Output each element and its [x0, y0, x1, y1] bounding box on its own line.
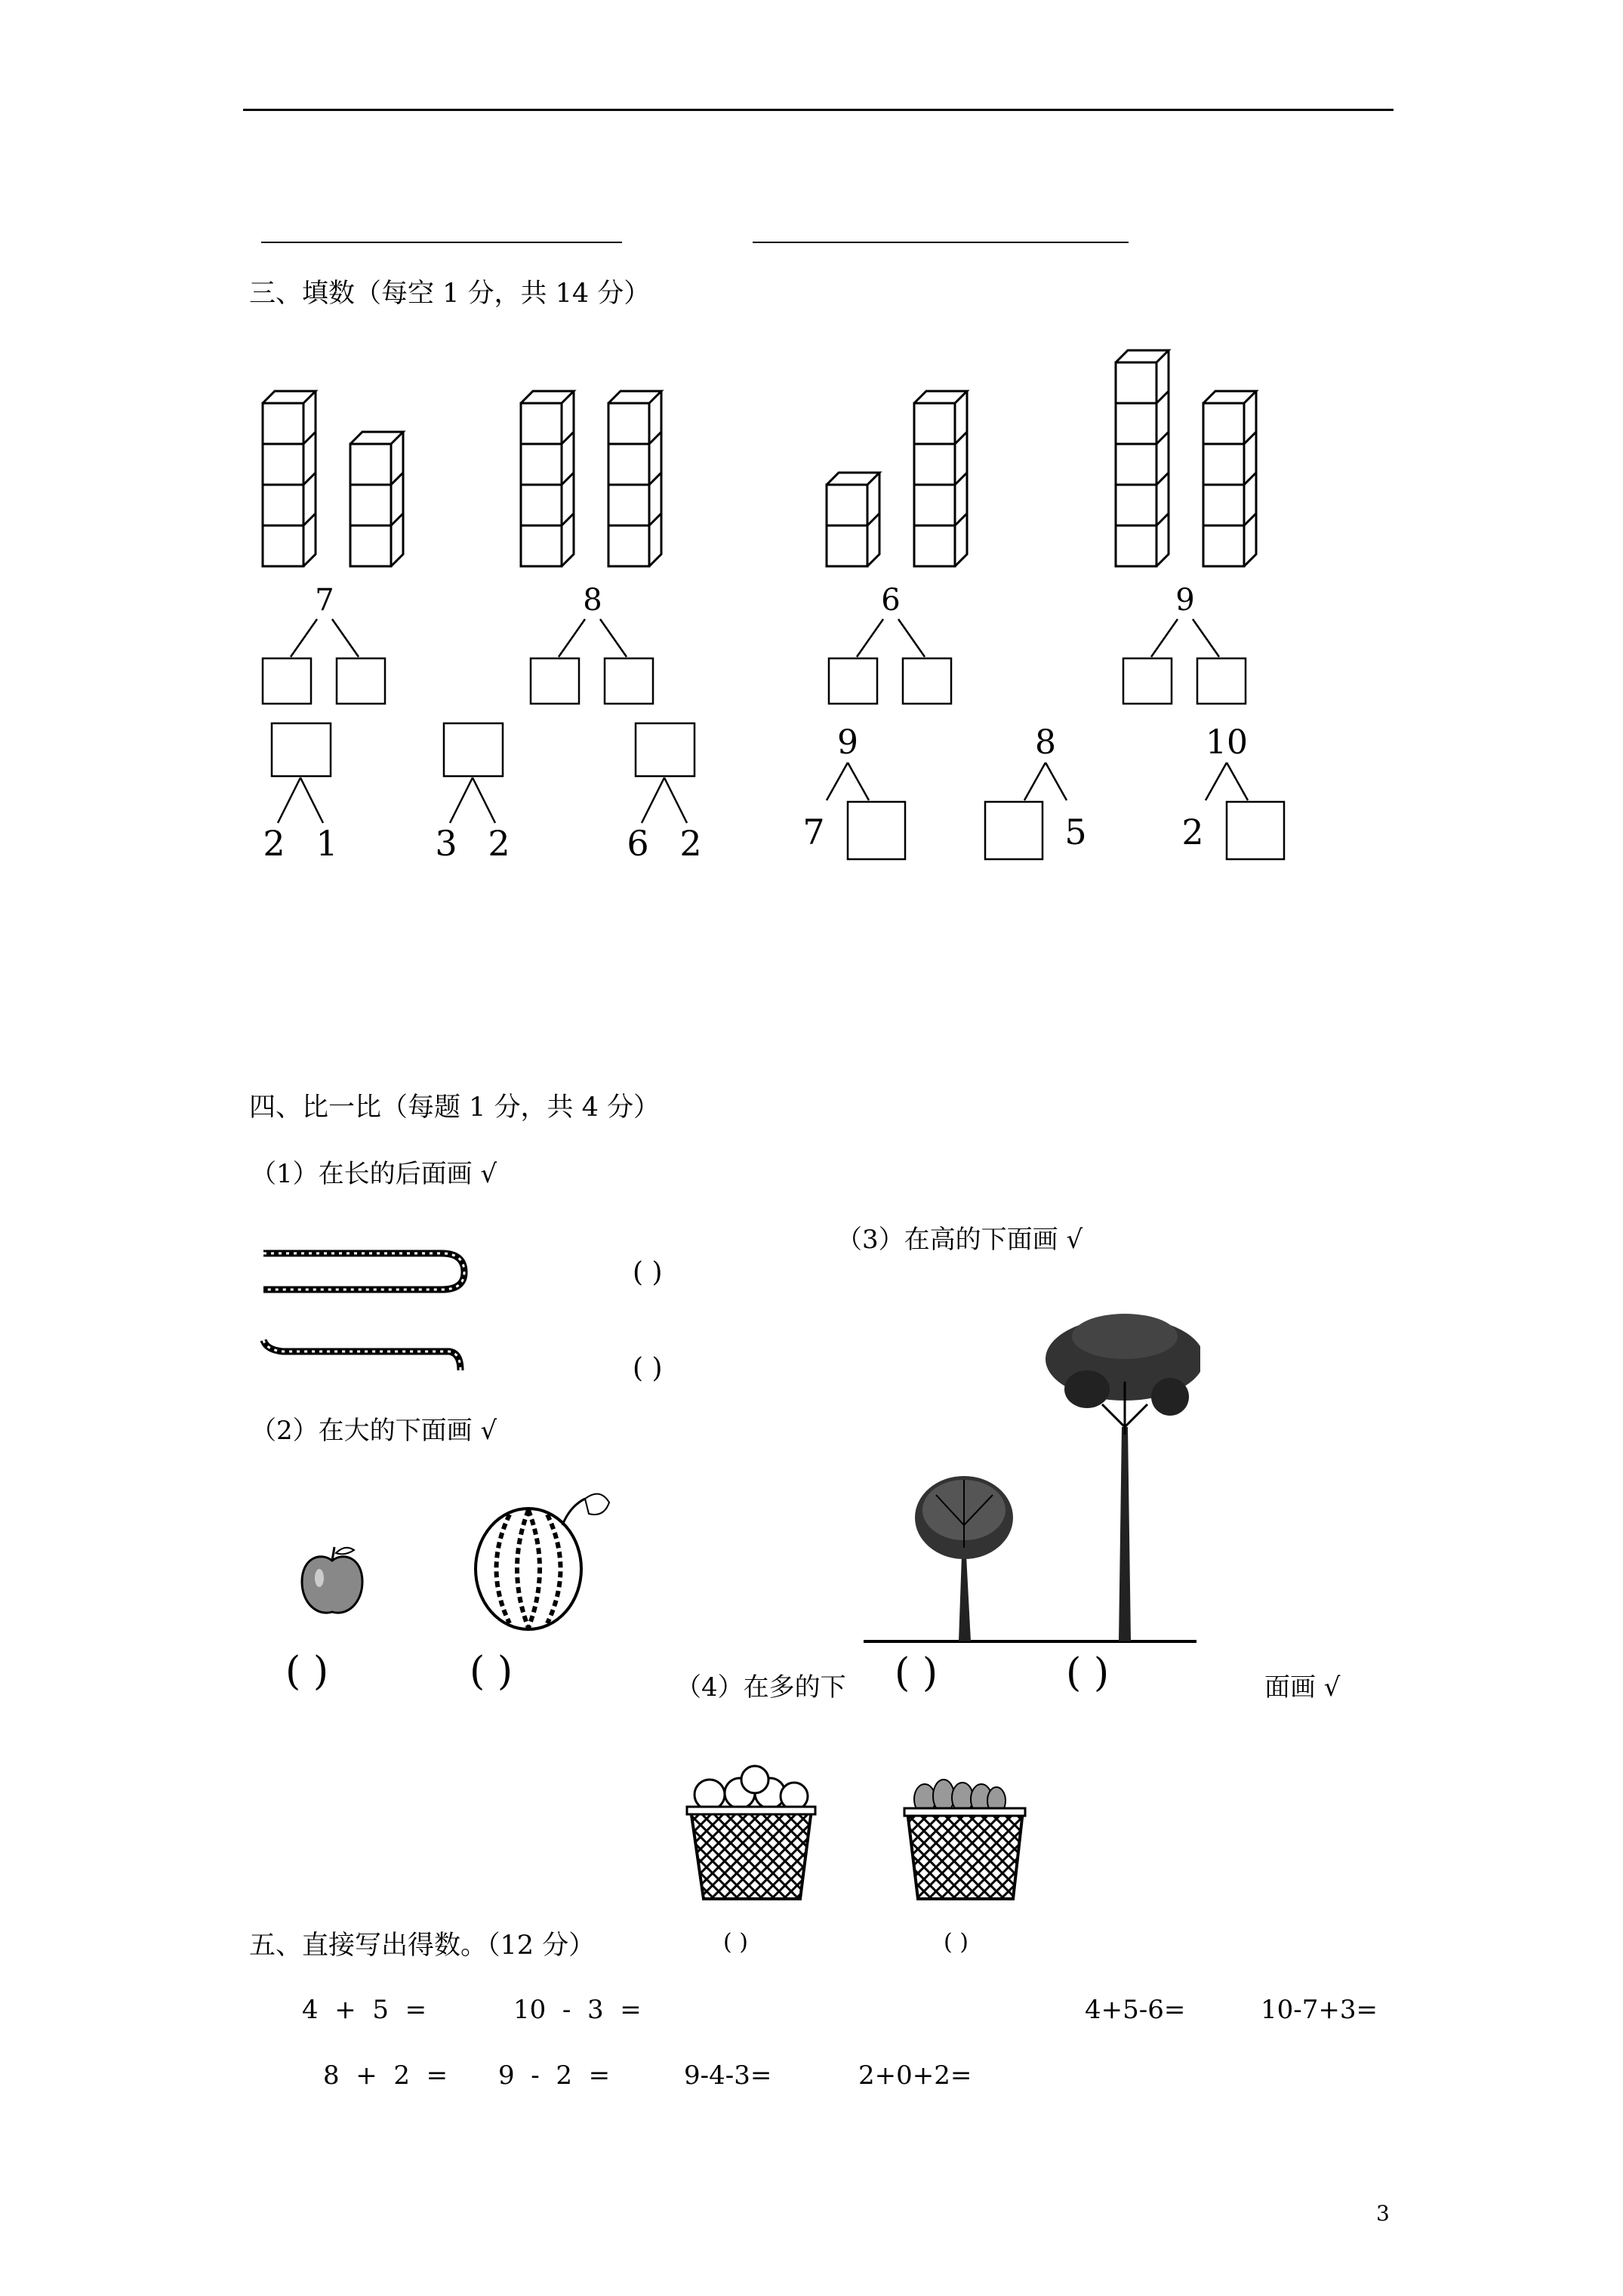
split-total: 6 [881, 583, 901, 618]
answer-box [1123, 658, 1172, 704]
tall-tree-icon [1046, 1314, 1200, 1641]
answer-paren-short[interactable]: ( ) [633, 1353, 663, 1384]
answer-paren-apple-basket[interactable]: ( ) [723, 1929, 748, 1955]
question-2-label: （2）在大的下面画 √ [251, 1416, 497, 1446]
equation-5[interactable]: 8 + 2 = [323, 2060, 448, 2091]
section3-title: 三、填数（每空 1 分，共 14 分） [249, 279, 651, 309]
merge-part: 1 [316, 823, 338, 864]
answer-paren-watermelon[interactable]: ( ) [470, 1649, 513, 1694]
header-rule [243, 109, 1394, 111]
equation-8[interactable]: 2+0+2= [858, 2060, 972, 2091]
split-given: 2 [1181, 812, 1204, 852]
answer-paren-fruit-basket[interactable]: ( ) [944, 1929, 969, 1955]
rope-figure [253, 1238, 479, 1389]
split-total: 9 [1175, 583, 1195, 618]
answer-box [444, 723, 503, 776]
answer-box [272, 723, 331, 776]
answer-box [985, 802, 1042, 859]
split-total: 10 [1206, 723, 1248, 762]
equation-4[interactable]: 10-7+3= [1261, 1995, 1378, 2025]
cube-stack [263, 391, 316, 566]
merge-part: 2 [263, 823, 285, 864]
answer-box [829, 658, 877, 704]
answer-line-right [753, 242, 1129, 243]
equation-3[interactable]: 4+5-6= [1085, 1995, 1186, 2025]
section4-title: 四、比一比（每题 1 分，共 4 分） [249, 1093, 661, 1123]
equation-7[interactable]: 9-4-3= [684, 2060, 772, 2091]
section5-title: 五、直接写出得数。（12 分） [249, 1931, 596, 1961]
cube-stack [521, 391, 574, 566]
merge-part: 3 [435, 823, 457, 864]
split-total: 8 [1035, 723, 1056, 762]
answer-box [903, 658, 951, 704]
cube-stack [914, 391, 967, 566]
equation-2[interactable]: 10 - 3 = [513, 1995, 642, 2025]
answer-line-left [261, 242, 622, 243]
equation-6[interactable]: 9 - 2 = [498, 2060, 611, 2091]
short-tree-icon [915, 1476, 1013, 1641]
cube-stack [1203, 391, 1256, 566]
short-rope-icon [263, 1340, 460, 1370]
answer-box [1227, 802, 1284, 859]
cube-stack [608, 391, 661, 566]
answer-box [1197, 658, 1246, 704]
apple-basket-icon [687, 1766, 815, 1899]
question-3-label: （3）在高的下面画 √ [836, 1225, 1083, 1255]
fruit-basket-icon [904, 1780, 1025, 1899]
cube-stack [827, 473, 879, 566]
answer-box [605, 658, 653, 704]
merge-part: 2 [679, 823, 702, 864]
split-total: 9 [837, 723, 858, 762]
number-bond-figure [249, 340, 1366, 883]
answer-box [848, 802, 905, 859]
question-4-label: （4）在多的下 [676, 1672, 846, 1703]
merge-part: 2 [488, 823, 510, 864]
page-number: 3 [1376, 2201, 1390, 2226]
cube-stack [350, 432, 403, 566]
question-4-label-end: 面画 √ [1264, 1672, 1341, 1703]
question-1-label: （1）在长的后面画 √ [251, 1159, 497, 1189]
answer-box [531, 658, 579, 704]
answer-box [636, 723, 694, 776]
answer-paren-apple[interactable]: ( ) [285, 1649, 329, 1694]
answer-box [337, 658, 385, 704]
split-total: 8 [583, 583, 602, 618]
answer-paren-tall-tree[interactable]: ( ) [1066, 1650, 1110, 1696]
merge-part: 6 [627, 823, 649, 864]
split-given: 5 [1064, 812, 1087, 852]
watermelon-icon [464, 1487, 615, 1635]
answer-box [263, 658, 311, 704]
answer-paren-long[interactable]: ( ) [633, 1257, 663, 1288]
answer-paren-short-tree[interactable]: ( ) [895, 1650, 938, 1696]
apple-icon [298, 1544, 366, 1620]
basket-figure [664, 1740, 1049, 1982]
equation-1[interactable]: 4 + 5 = [302, 1995, 427, 2025]
tree-figure [861, 1306, 1200, 1646]
split-given: 7 [802, 812, 825, 852]
cube-stack [1116, 350, 1169, 566]
split-total: 7 [315, 583, 334, 618]
long-rope-icon [263, 1253, 464, 1290]
